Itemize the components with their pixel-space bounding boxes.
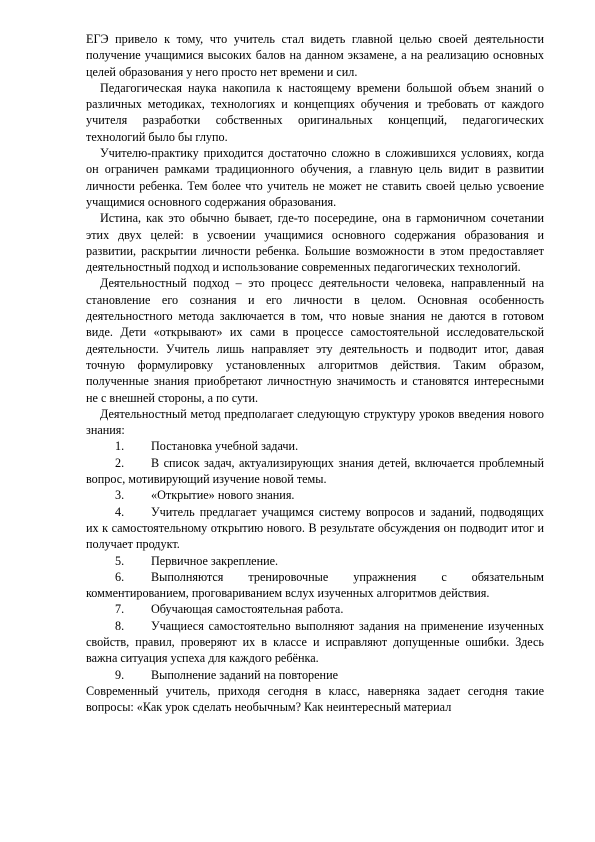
- list-item-number: 1.: [115, 439, 125, 454]
- list-item-number: 5.: [115, 553, 125, 568]
- list-item-number: 9.: [115, 667, 125, 682]
- list-item-number: 4.: [115, 504, 125, 519]
- list-item: [86, 438, 544, 454]
- list-item: [86, 569, 544, 602]
- list-item-text: «Открытие» нового знания.: [151, 488, 295, 503]
- list-item-text: Учитель предлагает учащимся систему вопросов и заданий, подводящих их к самостоятельному открытию нового. В результате обсуждения он подводит итог и получает продукт.: [86, 504, 544, 552]
- list-item-text: Выполнение заданий на повторение: [151, 667, 338, 682]
- list-item-text: Постановка учебной задачи.: [151, 439, 299, 454]
- list-item-text: Обучающая самостоятельная работа.: [151, 602, 344, 617]
- list-item-text: В список задач, актуализирующих знания детей, включается проблемный вопрос, мотивирующий изучение новой темы.: [86, 455, 544, 487]
- list-item: [86, 601, 544, 617]
- paragraph: Деятельностный подход – это процесс деятельности человека, направленный на становление его сознания и его личности в целом. Основная особенность деятельностного метода заключается в том, что новые знания не даются в готовом виде. Дети «открывают» их сами в процессе самостоятельной исследовательской деятельности. Учитель лишь направляет эту деятельность и подводит итог, давая точную формулировку установленных алгоритмов действия. Таким образом, полученные знания приобретают личностную значимость и становятся интересными не с внешней стороны, а по сути.: [86, 276, 544, 405]
- list-item: [86, 618, 544, 667]
- list-item-text: Первичное закрепление.: [151, 553, 279, 568]
- list-item-text: Учащиеся самостоятельно выполняют задания на применение изученных свойств, правил, проверяют их в классе и исправляют допущенные ошибки. Здесь важна ситуация успеха для каждого ребёнка.: [86, 618, 544, 666]
- paragraph: Педагогическая наука накопила к настоящему времени большой объем знаний о различных методиках, технологиях и концепциях обучения и требовать от каждого учителя разработки собственных оригинальных концепций, педагогических технологий было бы глупо.: [86, 80, 544, 144]
- list-item: [86, 487, 544, 503]
- paragraph: Деятельностный метод предполагает следующую структуру уроков введения нового знания:: [86, 406, 544, 438]
- list-item: [86, 504, 544, 553]
- list-item: [86, 667, 544, 683]
- list-item-number: 6.: [115, 569, 125, 584]
- list-item-text: Выполняются тренировочные упражнения с обязательным комментированием, проговариванием вслух изученных алгоритмов действия.: [86, 569, 544, 601]
- closing-paragraph: Современный учитель, приходя сегодня в класс, наверняка задает сегодня такие вопросы: «Как урок сделать необычным? Как неинтересный материал: [86, 683, 544, 715]
- list-item-number: 7.: [115, 602, 125, 617]
- list-item: [86, 455, 544, 488]
- document-body: [86, 31, 544, 715]
- list-item-number: 8.: [115, 618, 125, 633]
- list-item-number: 3.: [115, 488, 125, 503]
- list-item: [86, 553, 544, 569]
- paragraph: Учителю-практику приходится достаточно сложно в сложившихся условиях, когда он ограничен рамками традиционного обучения, а главную цель видит в развитии личности ребенка. Тем более что учитель не может не ставить своей целью усвоение учащимися основного содержания образования.: [86, 146, 544, 209]
- lesson-structure-list: [86, 438, 544, 682]
- paragraph: ЕГЭ привело к тому, что учитель стал видеть главной целью своей деятельности получение учащимися высоких балов на данном экзамене, а на реализацию основных целей образования у него просто нет времени и сил.: [86, 32, 544, 79]
- list-item-number: 2.: [115, 455, 125, 470]
- paragraph: Истина, как это обычно бывает, где-то посередине, она в гармоничном сочетании этих двух целей: в усвоении учащимися основного содержания образования и развитии, раскрытии личности ребенка. Большие возможности в этом предоставляет деятельностный подход и использование современных педагогических технологий.: [86, 211, 544, 275]
